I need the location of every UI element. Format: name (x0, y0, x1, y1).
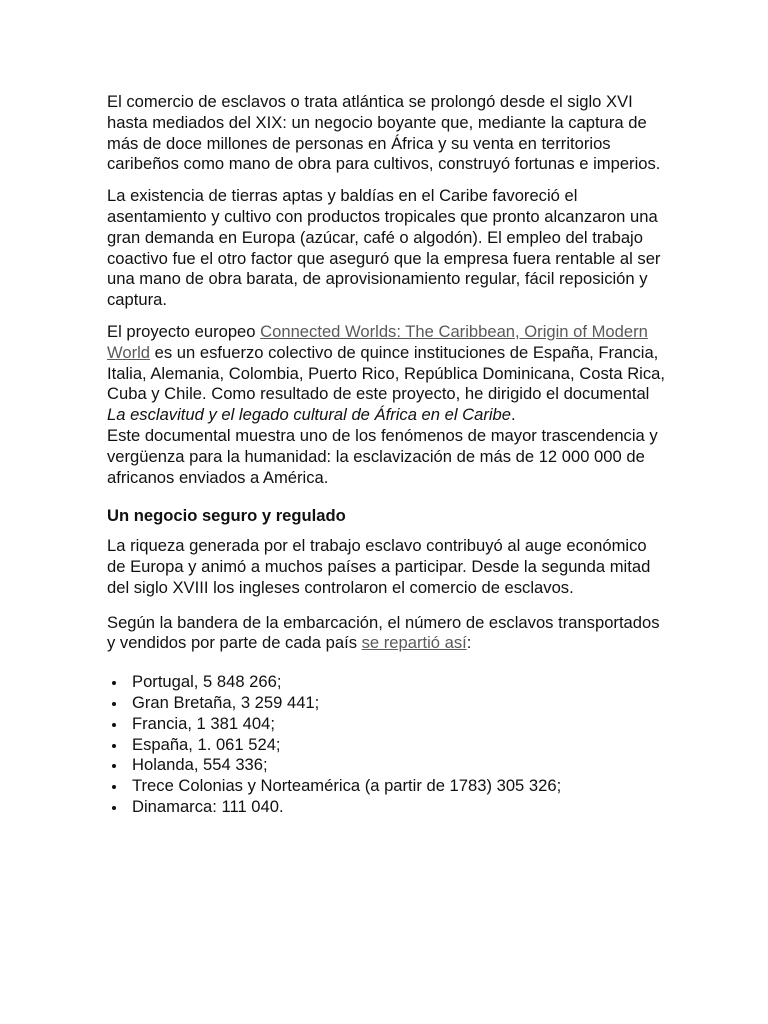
paragraph-intro: El comercio de esclavos o trata atlántica se prolongó desde el siglo XVI hasta mediados del XIX: un negocio boyante que, mediante la captura de más de doce millones de personas en África y su venta en territorios caribeños como mano de obra para cultivos, construyó fortunas e imperios. (107, 92, 661, 174)
paragraph-bandera-text-1: Según la bandera de la embarcación, el número de esclavos transportados y vendidos por parte de cada país (107, 612, 660, 653)
list-item: Portugal, 5 848 266; (132, 672, 667, 693)
paragraph-proyecto-text-1: El proyecto europeo (107, 321, 261, 341)
paragraph-riqueza: La riqueza generada por el trabajo esclavo contribuyó al auge económico de Europa y animó a muchos países a participar. Desde la segunda mitad del siglo XVIII los ingleses controlaron el comercio de esclavos. (107, 536, 651, 597)
document-page (107, 92, 667, 818)
list-item: Dinamarca: 111 040. (132, 797, 667, 818)
list-item: España, 1. 061 524; (132, 735, 667, 756)
list-item: Holanda, 554 336; (132, 755, 667, 776)
list-item: Francia, 1 381 404; (132, 714, 667, 735)
list-item: Gran Bretaña, 3 259 441; (132, 693, 667, 714)
paragraph-proyecto-text-3: . (511, 405, 516, 425)
documentary-title: La esclavitud y el legado cultural de África en el Caribe (107, 405, 512, 425)
paragraph-proyecto (107, 322, 667, 426)
paragraph-bandera-text-2: : (466, 633, 472, 653)
se-repartio-link[interactable]: se repartió así (361, 633, 467, 653)
section-heading: Un negocio seguro y regulado (107, 506, 346, 526)
country-list (107, 672, 667, 818)
list-item: Trece Colonias y Norteamérica (a partir de 1783) 305 326; (132, 776, 667, 797)
paragraph-proyecto-text-2: es un esfuerzo colectivo de quince instituciones de España, Francia, Italia, Alemania, Colombia, Puerto Rico, República Dominicana, Costa Rica, Cuba y Chile. Como resultado de este proyecto, he dirigido el documental (107, 342, 665, 404)
paragraph-bandera (107, 613, 667, 655)
paragraph-documental: Este documental muestra uno de los fenómenos de mayor trascendencia y vergüenza para la humanidad: la esclavización de más de 12 000 000 de africanos enviados a América. (107, 425, 658, 487)
paragraph-tierras: La existencia de tierras aptas y baldías en el Caribe favoreció el asentamiento y cultivo con productos tropicales que pronto alcanzaron una gran demanda en Europa (azúcar, café o algodón). El empleo del trabajo coactivo fue el otro factor que aseguró que la empresa fuera rentable al ser una mano de obra barata, de aprovisionamiento regular, fácil reposición y captura. (107, 186, 661, 310)
connected-worlds-link[interactable]: Connected Worlds: The Caribbean, Origin of Modern World (107, 321, 648, 362)
